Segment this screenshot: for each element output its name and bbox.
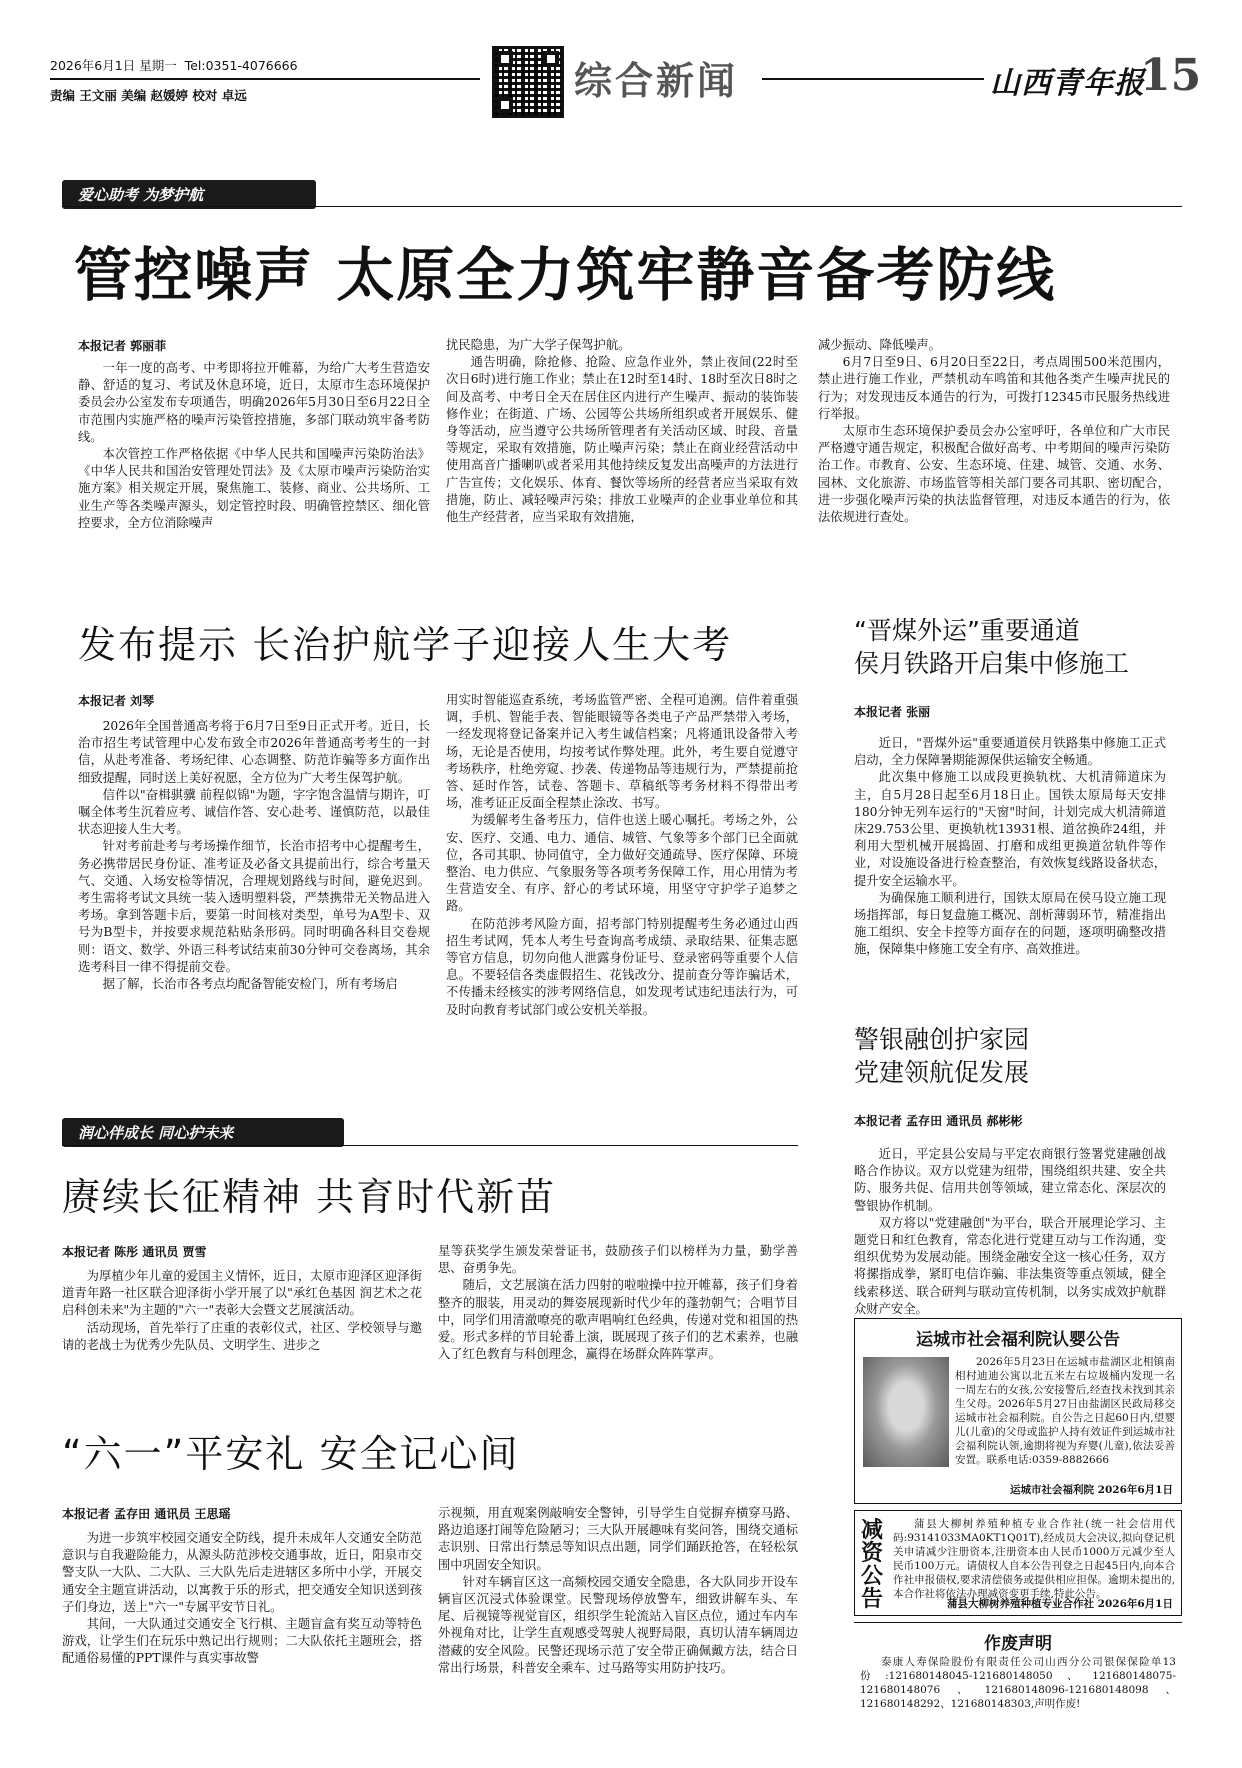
- section-title: 综合新闻: [574, 58, 739, 103]
- article3-title-line: 侯月铁路开启集中修施工: [854, 649, 1130, 678]
- article2-paragraph: 针对考前赴考与考场操作细节，长治市招考中心提醒考生，务必携带居民身份证、准考证及必备文具提前出行，综合考量天气、交通、入场安检等情况，合理规划路线与时间，避免迟到。考生需将考试文具统一装入透明塑料袋，严禁携带无关物品进入考场。拿到答题卡后，要第一时间核对类型，单号为A型卡、双号为B型卡，并按要求规范粘贴条形码。同时明确各科目交卷规则：语文、数学、外语三科考试结束前30分钟可交卷离场，其余选考科目一律不得提前交卷。: [78, 839, 430, 974]
- notice-void-declaration: [854, 1622, 1182, 1733]
- article5-banner: 润心伴成长 同心护未来: [62, 1118, 344, 1147]
- page-number: 15: [1140, 50, 1202, 101]
- issue-weekday: 星期一: [139, 58, 177, 73]
- article3-byline: 本报记者 张丽: [854, 705, 931, 719]
- editor-credits: 责编 王文丽 美编 赵媛婷 校对 卓远: [50, 88, 247, 103]
- article1-paragraph: 太原市生态环境保护委员会办公室呼吁，各单位和广大市民严格遵守通告规定，积极配合做好高考、中考期间的噪声污染防治工作。市教育、公安、生态环境、住建、城管、交通、水务、园林、文化旅游、市场监管等相关部门要各司其职、密切配合，进一步强化噪声污染的执法监督管理，对违反本通告的行为，依法依规进行查处。: [818, 424, 1170, 525]
- article1-banner-rule: [62, 206, 1182, 207]
- issue-tel: Tel:0351-4076666: [184, 58, 298, 73]
- article5-paragraph: 活动现场，首先举行了庄重的表彰仪式，社区、学校领导与邀请的老战士为优秀少先队员、文明学生、进步之: [62, 1320, 422, 1352]
- article2-byline: 本报记者 刘琴: [78, 694, 155, 708]
- article1-paragraph: 一年一度的高考、中考即将拉开帷幕，为给广大考生营造安静、舒适的复习、考试及休息环境，近日，太原市生态环境保护委员会办公室发布专项通告，明确2026年5月30日至6月22日全市范围内实施严格的噪声污染管控措施，多部门联动筑牢备考防线。: [78, 361, 430, 444]
- article5-column-2: [438, 1243, 798, 1363]
- notice-infant-adoption: [854, 1318, 1182, 1504]
- header-date-line: [50, 56, 298, 74]
- article4-title-line: 警银融创护家园: [854, 1025, 1030, 1054]
- article1-column-3: [818, 337, 1170, 526]
- article1-byline: 本报记者 郭丽菲: [78, 339, 167, 353]
- qr-code-icon: [492, 46, 564, 118]
- notice-title: 作废声明: [984, 1634, 1052, 1654]
- article1-title: 管控噪声 太原全力筑牢静音备考防线: [74, 241, 1057, 309]
- article2-column-1: [78, 718, 430, 993]
- article3-paragraph: 此次集中修施工以成段更换轨枕、大机清筛道床为主，自5月28日起至6月18日止。国铁太原局每天安排180分钟无列车运行的"天窗"时间，计划完成大机清筛道床29.753公里、更换轨枕13931根、道岔换砟24组，并利用大型机械开展捣固、打磨和成组更换道岔轨件等作业，对设施设备进行检查整治，有效恢复线路设备状态，提升安全运输水平。: [854, 770, 1166, 888]
- article2-paragraph: 用实时智能巡查系统，考场监管严密、全程可追溯。信件着重强调，手机、智能手表、智能眼镜等各类电子产品严禁带入考场，一经发现将登记备案并记入考生诚信档案；凡将通讯设备带入考场，无论是否使用，均按考试作弊处理。此外，考生要自觉遵守考场秩序，杜绝旁窥、抄袭、传递物品等违规行为，严禁提前抢答、延时作答，试卷、答题卡、草稿纸等考务材料不得带出考场，准考证正反面全程禁止涂改、书写。: [446, 693, 798, 811]
- notice-signature: 蒲县大柳树养殖种植专业合作社 2026年6月1日: [947, 1598, 1173, 1610]
- article3-title: [854, 614, 1129, 680]
- article4-body: [854, 1146, 1166, 1318]
- page-header: [0, 0, 1242, 110]
- issue-date: 2026年6月1日: [50, 58, 136, 73]
- notice-body: 蒲县大柳树养殖种植专业合作社(统一社会信用代码:93141033MA0KT1Q01T),经成员大会决议,拟向登记机关申请减少注册资本,注册资本由人民币1000万元减少至人民币100万元。请债权人自本公告刊登之日起45日内,向本合作社申报债权,要求清偿债务或提供相应担保。逾期未提出的,本合作社将依法办理减资变更手续,特此公告。: [893, 1518, 1175, 1600]
- article4-paragraph: 近日，平定县公安局与平定农商银行签署党建融创战略合作协议。双方以党建为纽带，围绕组织共建、安全共防、服务共促、信用共创等领域，建立常态化、深层次的警银协作机制。: [854, 1147, 1166, 1213]
- article3-paragraph: 为确保施工顺利进行，国铁太原局在侯马设立施工现场指挥部，每日复盘施工概况、剖析薄弱环节，精准指出施工组织、安全卡控等方面存在的问题，逐项明确整改措施，保障集中修施工安全有序、高效推进。: [854, 890, 1166, 957]
- article5-paragraph: 为厚植少年儿童的爱国主义情怀，近日，太原市迎泽区迎泽街道青年路一社区联合迎泽街小学开展了以"承红色基因 润艺术之花 启科创未来"为主题的"六一"表彰大会暨文艺展演活动。: [62, 1269, 422, 1318]
- article1-paragraph: 减少振动、降低噪声。: [818, 338, 941, 352]
- article1-paragraph: 本次管控工作严格依据《中华人民共和国噪声污染防治法》《中华人民共和国治安管理处罚法》及《太原市噪声污染防治实施方案》相关规定开展，聚焦施工、装修、商业、公共场所、工业生产等各类噪声源头，划定管控时段、明确管控禁区、细化管控要求，全方位消除噪声: [78, 447, 430, 530]
- article2-paragraph: 信件以"奋楫骐骥 前程似锦"为题，字字饱含温情与期许，叮嘱全体考生沉着应考、诚信作答、安心赴考、谨慎防范，以最佳状态迎接人生大考。: [78, 787, 430, 837]
- article5-paragraph: 星等获奖学生颁发荣誉证书，鼓励孩子们以榜样为力量，勤学善思、奋勇争先。: [438, 1244, 798, 1276]
- article6-paragraph: 示视频，用直观案例敲响安全警钟，引导学生自觉摒弃横穿马路、路边追逐打闹等危险陋习；三大队开展趣味有奖问答，围绕交通标志识别、日常出行禁忌等知识点出题，同学们踊跃抢答，在轻松氛围中巩固安全知识。: [438, 1506, 798, 1572]
- notice-body: 2026年5月23日在运城市盐湖区北相镇南相村迪迪公寓以北五米左右垃圾桶内发现一名一周左右的女孩,公安接警后,经查找未找到其亲生父母。2026年5月27日由盐湖区民政局移交运城市社会福利院。自公告之日起60日内,望婴儿(儿童)的父母或监护人持有效证件到运城市社会福利院认领,逾期将视为弃婴(儿童),依法妥善安置。联系电话:0359-8882666: [955, 1356, 1175, 1466]
- article6-paragraph: 其间，一大队通过交通安全飞行棋、主题盲盒有奖互动等特色游戏，让学生们在玩乐中熟记出行规则；二大队依托主题班会，搭配通俗易懂的PPT课件与真实事故警: [62, 1617, 422, 1666]
- article3-paragraph: 近日，"晋煤外运"重要通道侯月铁路集中修施工正式启动，全力保障暑期能源保供运输安全畅通。: [854, 736, 1166, 768]
- article5-column-1: [62, 1268, 422, 1354]
- infant-photo: [863, 1357, 949, 1467]
- paper-logo: 山西青年报: [990, 66, 1145, 101]
- article1-paragraph: 6月7日至9日、6月20日至22日，考点周围500米范围内，禁止进行施工作业，严禁机动车鸣笛和其他各类产生噪声扰民的行为；对发现违反本通告的行为，可拨打12345市民服务热线进行举报。: [818, 355, 1170, 421]
- article4-title-line: 党建领航促发展: [854, 1058, 1030, 1087]
- article6-paragraph: 针对车辆盲区这一高频校园交通安全隐患，各大队同步开设车辆盲区沉浸式体验课堂。民警现场停放警车，细致讲解车头、车尾、后视镜等视觉盲区，组织学生轮流站入盲区点位，通过车内车外视角对比，让学生直观感受驾驶人视野局限，真切认清车辆周边潜藏的安全风险。民警还现场示范了安全带正确佩戴方法，结合日常出行场景，科普安全乘车、过马路等实用防护技巧。: [438, 1574, 798, 1675]
- article3-title-line: “晋煤外运”重要通道: [854, 616, 1080, 645]
- article1-column-2: [446, 337, 798, 526]
- article5-banner-rule: [62, 1145, 798, 1146]
- header-rule-right: [762, 78, 984, 80]
- article6-column-1: [62, 1530, 422, 1668]
- notice-body: 泰康人寿保险股份有限责任公司山西分公司银保保险单13份:121680148045-121680148050、121680148075-121680148076、121680148096-121680148098、121680148292、121680148303,声明作废!: [860, 1656, 1176, 1710]
- notice-title: 运城市社会福利院认婴公告: [916, 1330, 1120, 1350]
- article6-title: “六一”平安礼 安全记心间: [62, 1432, 520, 1476]
- article4-title: [854, 1023, 1029, 1089]
- article6-paragraph: 为进一步筑牢校园交通安全防线，提升未成年人交通安全防范意识与自我避险能力，从源头防范涉校交通事故，近日，阳泉市交警支队一大队、二大队、三大队先后走进辖区多所中小学，开展交通安全主题宣讲活动，以寓教于乐的形式，把交通安全知识送到孩子们身边，送上"六一"专属平安节日礼。: [62, 1531, 422, 1614]
- article1-paragraph: 扰民隐患，为广大学子保驾护航。: [446, 338, 631, 352]
- article4-paragraph: 双方将以"党建融创"为平台，联合开展理论学习、主题党日和红色教育，常态化进行党建互动与工作沟通，变组织优势为发展动能。围绕金融安全这一核心任务，双方将摞指成拳，紧盯电信诈骗、非法集资等重点领域，健全线索移送、联合研判与联动宣传机制，以务实成效护航群众财产安全。: [854, 1215, 1166, 1316]
- article2-title: 发布提示 长治护航学子迎接人生大考: [78, 623, 733, 667]
- notice-signature: 运城市社会福利院 2026年6月1日: [1010, 1484, 1173, 1496]
- article4-byline: 本报记者 孟存田 通讯员 郝彬彬: [854, 1114, 1023, 1128]
- article2-paragraph: 为缓解考生备考压力，信件也送上暖心嘱托。考场之外，公安、医疗、交通、电力、通信、城管、气象等多个部门已全面就位，各司其职、协同值守，全力做好交通疏导、医疗保障、环境整治、电力供应、气象服务等各项考务保障工作，用心用情为考生营造安全、有序、舒心的考试环境，用坚守守护学子追梦之路。: [446, 813, 798, 914]
- article5-paragraph: 随后，文艺展演在活力四射的啦啦操中拉开帷幕，孩子们身着整齐的服装，用灵动的舞姿展现新时代少年的蓬勃朝气；合唱节目中，同学们用清澈嘹亮的歌声唱响红色经典，传递对党和祖国的热爱。形式多样的节目轮番上演，既展现了孩子们的艺术素养，也融入了红色教育与科创理念，赢得在场群众阵阵掌声。: [438, 1278, 798, 1362]
- article3-body: [854, 735, 1166, 959]
- article6-column-2: [438, 1505, 798, 1677]
- article2-paragraph: 据了解，长治市各考点均配备智能安检门，所有考场启: [102, 977, 398, 992]
- article2-paragraph: 2026年全国普通高考将于6月7日至9日正式开考。近日，长治市招生考试管理中心发布致全市2026年普通高考考生的一封信，从赴考准备、考场纪律、心态调整、防范诈骗等多方面作出细致提醒，同时送上美好祝愿，全方位为广大考生保驾护航。: [78, 719, 430, 785]
- article5-title: 赓续长征精神 共育时代新苗: [62, 1175, 557, 1219]
- article1-paragraph: 通告明确，除抢修、抢险、应急作业外，禁止夜间(22时至次日6时)进行施工作业；禁止在12时至14时、18时至次日8时之间及高考、中考日全天在居住区内进行产生噪声、振动的装饰装修作业；在街道、广场、公园等公共场所组织或者开展娱乐、健身等活动，应当遵守公共场所管理者有关活动区域、时段、音量等规定，采取有效措施，防止噪声污染；禁止在商业经营活动中使用高音广播喇叭或者采用其他持续反复发出高噪声的方法进行广告宣传；文化娱乐、体育、餐饮等场所的经营者应当采取有效措施，防止、减轻噪声污染；排放工业噪声的企业事业单位和其他生产经营者，应当采取有效措施，: [446, 355, 798, 525]
- article2-column-2: [446, 692, 798, 1019]
- notice-capital-reduction: [854, 1510, 1182, 1616]
- notice-label: 减资公告: [861, 1518, 884, 1612]
- article2-paragraph: 在防范涉考风险方面，招考部门特别提醒考生务必通过山西招生考试网，凭本人考生号查询高考成绩、录取结果、征集志愿等官方信息，切勿向他人泄露身份证号、登录密码等重要个人信息。不要轻信各类虚假招生、花钱改分、提前查分等诈骗话术，不传播未经核实的涉考网络信息，如发现考试违纪违法行为，可及时向教育考试部门或公安机关举报。: [446, 916, 798, 1017]
- header-rule-left: [50, 78, 480, 80]
- article1-column-1: [78, 360, 430, 532]
- article5-byline: 本报记者 陈彤 通讯员 贾雪: [62, 1245, 207, 1259]
- article6-byline: 本报记者 孟存田 通讯员 王思瑶: [62, 1507, 231, 1521]
- article1-banner: 爱心助考 为梦护航: [62, 180, 316, 209]
